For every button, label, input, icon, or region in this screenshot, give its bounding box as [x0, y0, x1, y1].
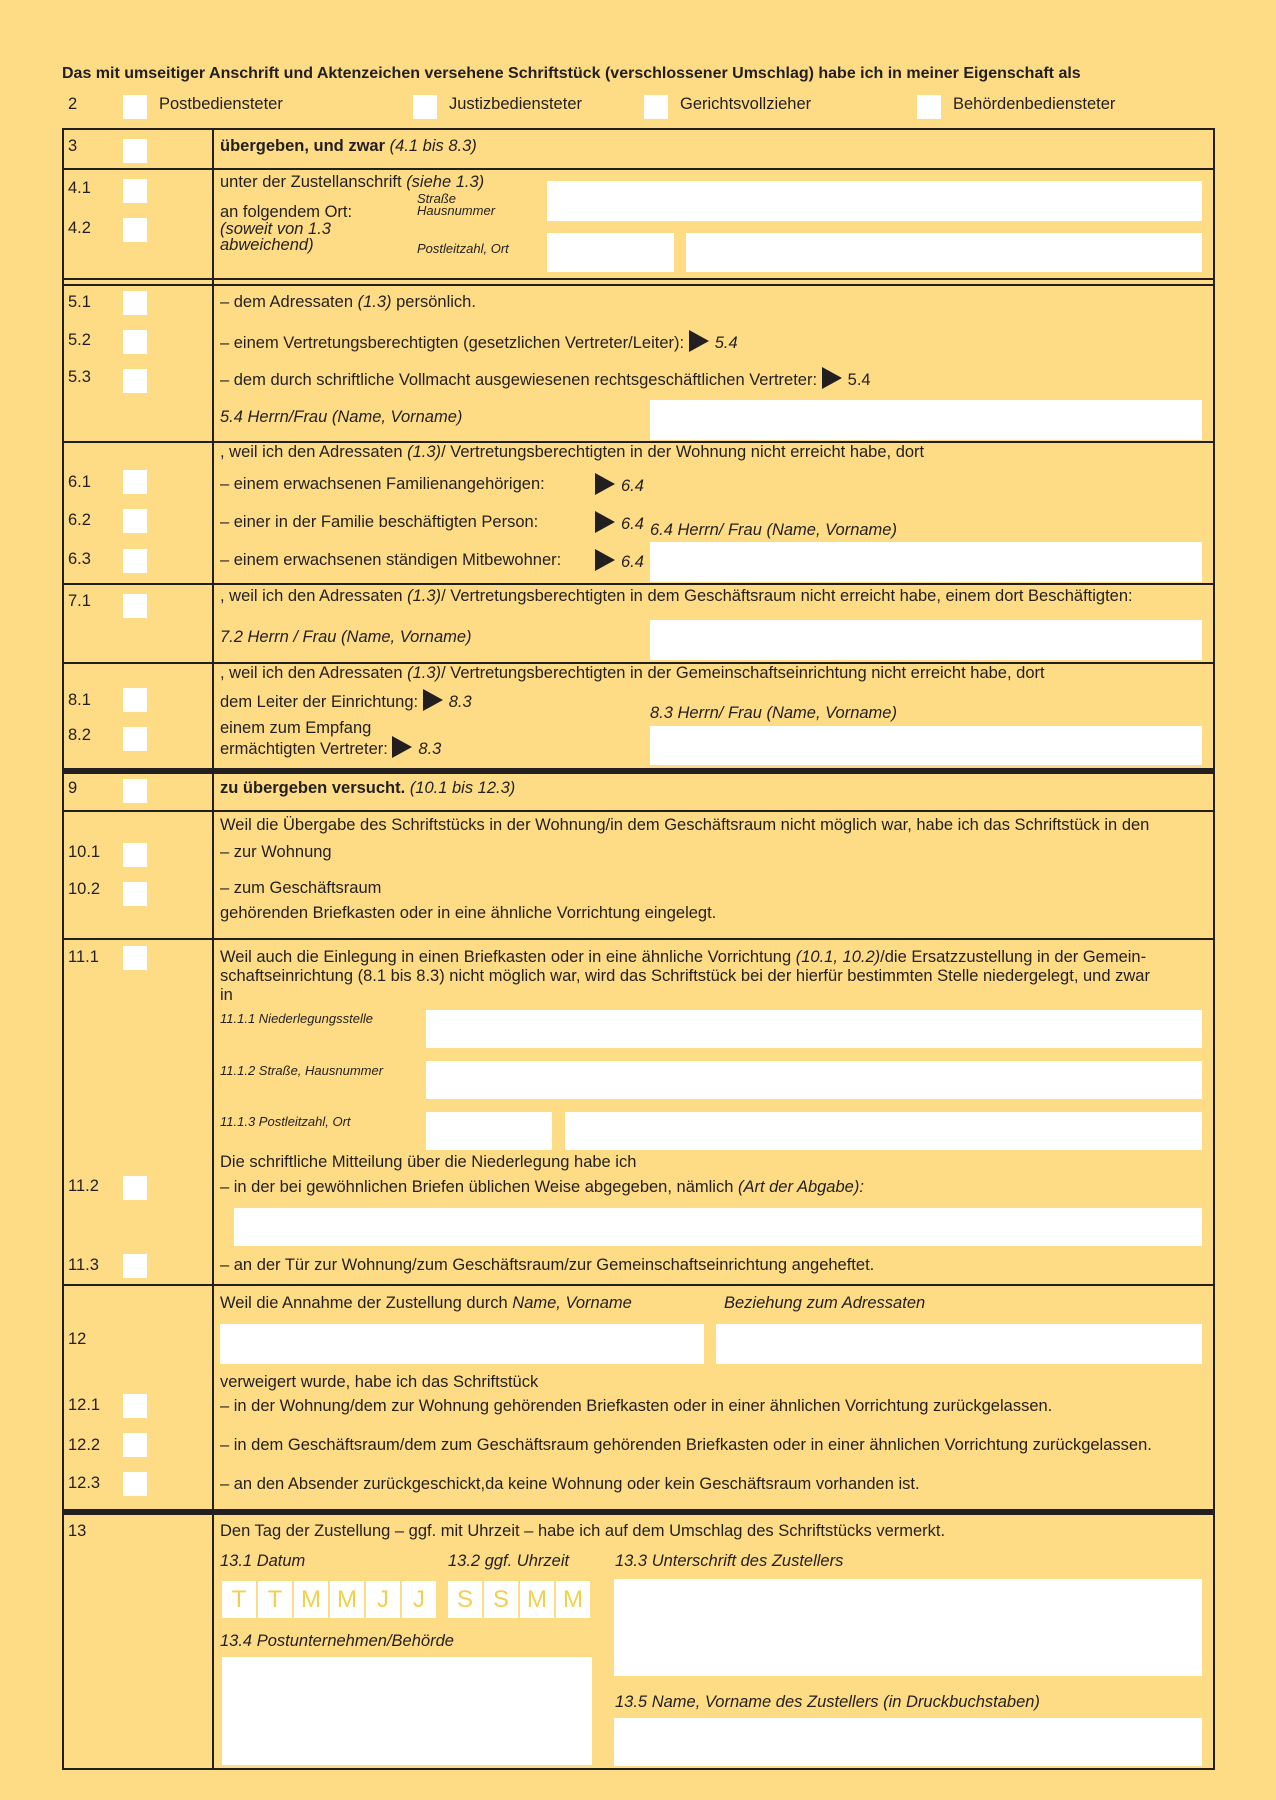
date-digit-month-1[interactable]: M	[294, 1581, 328, 1618]
row-11-3-label: – an der Tür zur Wohnung/zum Geschäftsraum/zur Gemeinschaftseinrichtung angeheftet.	[220, 1256, 875, 1274]
checkbox-3[interactable]	[123, 139, 147, 163]
row-6-3-ref: 6.4	[621, 553, 644, 571]
row-6-3-label: – einem erwachsenen ständigen Mitbewohner:	[220, 551, 562, 569]
frame-column-divider	[212, 128, 214, 1770]
time-digit-hour-2[interactable]: S	[484, 1581, 518, 1618]
row-4-1-label: unter der Zustellanschrift	[220, 173, 402, 191]
checkbox-8-1[interactable]	[123, 688, 147, 712]
row-4-2-label: an folgendem Ort:	[220, 203, 353, 221]
row-7-2-label: 7.2 Herrn / Frau (Name, Vorname)	[220, 628, 472, 646]
checkbox-postbediensteter[interactable]	[123, 95, 147, 119]
row-11-3-number: 11.3	[68, 1256, 99, 1274]
date-digit-month-2[interactable]: M	[330, 1581, 364, 1618]
row-5-2-number: 5.2	[68, 331, 91, 349]
delivery-method-input[interactable]	[234, 1208, 1202, 1246]
postcode-city-label: Postleitzahl, Ort	[417, 241, 509, 256]
representative-name-input[interactable]	[650, 400, 1202, 440]
checkbox-6-1[interactable]	[123, 470, 147, 494]
row-8-1-number: 8.1	[68, 691, 91, 709]
postal-company-input[interactable]	[222, 1657, 592, 1765]
row-4-1-number: 4.1	[68, 179, 91, 197]
row-10-2-label: – zum Geschäftsraum	[220, 879, 382, 897]
row-6-1-ref: 6.4	[621, 477, 644, 495]
frame-left-border	[62, 128, 64, 1770]
row-7-intro-ref: (1.3)	[407, 587, 442, 605]
row-10-1-label: – zur Wohnung	[220, 843, 332, 861]
row-5-1-label: – dem Adressaten	[220, 293, 353, 311]
relationship-label: Beziehung zum Adressaten	[724, 1294, 926, 1312]
divider-bottom	[62, 1768, 1215, 1770]
row-6-2-ref: 6.4	[621, 515, 644, 533]
row-10-1-number: 10.1	[68, 843, 101, 861]
row-4-2-number: 4.2	[68, 219, 91, 237]
deposit-location-label: 11.1.1 Niederlegungsstelle	[220, 1011, 373, 1026]
row-8-1-label: dem Leiter der Einrichtung:	[220, 693, 419, 711]
checkbox-justizbediensteter[interactable]	[413, 95, 437, 119]
row-5-1-number: 5.1	[68, 293, 91, 311]
row-5-3-number: 5.3	[68, 368, 91, 386]
divider-4a	[62, 278, 1215, 280]
row-11-1-ref: (10.1, 10.2)	[795, 948, 881, 966]
row-4-2-note-1: (soweit von 1.3	[220, 220, 331, 238]
divider-12-thick	[62, 1509, 1215, 1515]
row-12-2-number: 12.2	[68, 1436, 101, 1454]
checkbox-6-2[interactable]	[123, 509, 147, 533]
checkbox-6-3[interactable]	[123, 549, 147, 573]
row-6-intro: , weil ich den Adressaten	[220, 443, 403, 461]
checkbox-9[interactable]	[123, 779, 147, 803]
row-4-2-note-2: abweichend)	[220, 236, 314, 254]
row-5-2-label: – einem Vertretungsberechtigten (gesetzlichen Vertreter/Leiter):	[220, 334, 685, 352]
row-12-2-label: – in dem Geschäftsraum/dem zum Geschäftsraum gehörenden Briefkasten oder in einer ähnlichen Vorrichtung zurückgelassen.	[220, 1436, 1152, 1454]
row-8-2-label-2: ermächtigten Vertreter:	[220, 740, 388, 758]
label-postbediensteter: Postbediensteter	[159, 95, 283, 113]
label-gerichtsvollzieher: Gerichtsvollzieher	[680, 95, 812, 113]
row-12-1-label: – in der Wohnung/dem zur Wohnung gehörenden Briefkasten oder in einer ähnlichen Vorrichtung zurückgelassen.	[220, 1397, 1053, 1415]
row-6-4-label: 6.4 Herrn/ Frau (Name, Vorname)	[650, 521, 897, 539]
row-11-1-text-1: Weil auch die Einlegung in einen Briefkasten oder in eine ähnliche Vorrichtung	[220, 948, 792, 966]
divider-8-thick	[62, 768, 1215, 774]
label-justizbediensteter: Justizbediensteter	[449, 95, 582, 113]
arrow-icon	[595, 473, 615, 495]
city-input[interactable]	[686, 233, 1202, 272]
row-8-intro-end: / Vertretungsberechtigten in der Gemeinschaftseinrichtung nicht erreicht habe, dort	[441, 664, 1045, 682]
row-6-2-number: 6.2	[68, 511, 91, 529]
checkbox-11-1[interactable]	[123, 946, 147, 970]
row-12-3-number: 12.3	[68, 1474, 101, 1492]
arrow-icon	[822, 367, 842, 389]
facility-recipient-name-input[interactable]	[650, 726, 1202, 765]
row-2-number: 2	[68, 95, 78, 113]
checkbox-10-1[interactable]	[123, 843, 147, 867]
row-11-2-number: 11.2	[68, 1177, 99, 1195]
employee-name-input[interactable]	[650, 620, 1202, 660]
form-header: Das mit umseitiger Anschrift und Aktenzeichen versehene Schriftstück (verschlossener Umschlag) habe ich in meiner Eigenschaft als	[62, 65, 1081, 82]
date-digit-day-2[interactable]: T	[258, 1581, 292, 1618]
row-8-2-number: 8.2	[68, 726, 91, 744]
deposit-location-input[interactable]	[426, 1010, 1202, 1048]
row-11-notice: Die schriftliche Mitteilung über die Niederlegung habe ich	[220, 1153, 637, 1171]
row-4-1-ref: (siehe 1.3)	[406, 173, 485, 191]
row-6-1-number: 6.1	[68, 473, 91, 491]
courier-name-label: 13.5 Name, Vorname des Zustellers (in Druckbuchstaben)	[615, 1693, 1040, 1711]
date-digit-day-1[interactable]: T	[222, 1581, 256, 1618]
row-13-intro: Den Tag der Zustellung – ggf. mit Uhrzeit – habe ich auf dem Umschlag des Schriftstücks vermerkt.	[220, 1522, 946, 1540]
row-9-label: zu übergeben versucht.	[220, 779, 406, 797]
row-5-1-label-end: persönlich.	[396, 293, 476, 311]
checkbox-8-2[interactable]	[123, 727, 147, 751]
checkbox-gerichtsvollzieher[interactable]	[644, 95, 668, 119]
divider-6	[62, 583, 1215, 585]
checkbox-11-3[interactable]	[123, 1254, 147, 1278]
row-8-2-label-1: einem zum Empfang	[220, 719, 372, 737]
row-5-4-label: 5.4 Herrn/Frau (Name, Vorname)	[220, 408, 463, 426]
row-11-2-label: – in der bei gewöhnlichen Briefen üblichen Weise abgegeben, nämlich	[220, 1178, 734, 1196]
date-digit-year-1[interactable]: J	[366, 1581, 400, 1618]
row-12-intro-ref: Name, Vorname	[512, 1294, 632, 1312]
row-8-1-ref: 8.3	[448, 693, 472, 711]
row-6-3-number: 6.3	[68, 550, 91, 568]
postcode-input[interactable]	[547, 233, 674, 272]
checkbox-12-3[interactable]	[123, 1472, 147, 1496]
relationship-input[interactable]	[716, 1324, 1202, 1364]
row-12-number: 12	[68, 1330, 87, 1348]
arrow-icon	[595, 511, 615, 533]
deposit-street-label: 11.1.2 Straße, Hausnummer	[220, 1063, 384, 1078]
checkbox-4-2[interactable]	[123, 218, 147, 242]
checkbox-10-2[interactable]	[123, 882, 147, 906]
row-10-2-number: 10.2	[68, 880, 101, 898]
checkbox-behoerdenbediensteter[interactable]	[917, 95, 941, 119]
row-6-2-label: – einer in der Familie beschäftigten Person:	[220, 513, 539, 531]
checkbox-7-1[interactable]	[123, 594, 147, 618]
deposit-postcode-input[interactable]	[426, 1112, 552, 1150]
frame-right-border	[1213, 128, 1215, 1770]
postal-company-label: 13.4 Postunternehmen/Behörde	[220, 1632, 454, 1650]
street-label-2: Hausnummer	[417, 203, 496, 218]
row-6-1-label: – einem erwachsenen Familienangehörigen:	[220, 475, 545, 493]
row-8-intro: , weil ich den Adressaten	[220, 664, 403, 682]
signature-label: 13.3 Unterschrift des Zustellers	[615, 1552, 844, 1570]
signature-input[interactable]	[614, 1579, 1202, 1676]
row-3-number: 3	[68, 137, 78, 155]
checkbox-4-1[interactable]	[123, 179, 147, 203]
divider-9	[62, 810, 1215, 812]
row-6-intro-ref: (1.3)	[407, 443, 442, 461]
row-12-intro: Weil die Annahme der Zustellung durch	[220, 1294, 508, 1312]
arrow-icon	[392, 736, 412, 758]
checkbox-12-1[interactable]	[123, 1394, 147, 1418]
arrow-icon	[423, 689, 443, 711]
row-7-intro: , weil ich den Adressaten	[220, 587, 403, 605]
row-11-1-text-1-end: /die Ersatzzustellung in der Gemein-	[880, 948, 1147, 966]
deposit-postcode-city-label: 11.1.3 Postleitzahl, Ort	[220, 1114, 351, 1129]
row-7-intro-end: / Vertretungsberechtigten in dem Geschäftsraum nicht erreicht habe, einem dort Beschäftigten:	[441, 587, 1133, 605]
checkbox-5-2[interactable]	[123, 330, 147, 354]
date-label: 13.1 Datum	[220, 1552, 306, 1570]
row-5-2-ref: 5.4	[714, 334, 738, 352]
divider-10	[62, 938, 1215, 940]
row-11-1-number: 11.1	[68, 948, 99, 966]
arrow-icon	[689, 330, 709, 352]
divider-11	[62, 1284, 1215, 1286]
time-digit-minute-2[interactable]: M	[556, 1581, 590, 1618]
divider-3	[62, 168, 1215, 170]
row-5-3-label: – dem durch schriftliche Vollmacht ausgewiesenen rechtsgeschäftlichen Vertreter:	[220, 371, 818, 389]
checkbox-11-2[interactable]	[123, 1176, 147, 1200]
refusing-person-name-input[interactable]	[220, 1324, 704, 1364]
label-behoerdenbediensteter: Behördenbediensteter	[953, 95, 1116, 113]
row-8-intro-ref: (1.3)	[407, 664, 442, 682]
row-8-3-label: 8.3 Herrn/ Frau (Name, Vorname)	[650, 704, 897, 722]
row-10-end: gehörenden Briefkasten oder in eine ähnliche Vorrichtung eingelegt.	[220, 904, 717, 922]
row-8-2-ref: 8.3	[418, 740, 442, 758]
row-7-1-number: 7.1	[68, 592, 91, 610]
deposit-street-input[interactable]	[426, 1061, 1202, 1099]
time-digit-minute-1[interactable]: M	[520, 1581, 554, 1618]
row-9-number: 9	[68, 779, 78, 797]
row-11-1-text-3: in	[220, 986, 233, 1004]
row-13-number: 13	[68, 1522, 87, 1540]
deposit-city-input[interactable]	[565, 1112, 1202, 1150]
row-3-label: übergeben, und zwar	[220, 137, 386, 155]
row-11-2-ref: (Art der Abgabe):	[737, 1178, 864, 1196]
row-9-ref: (10.1 bis 12.3)	[409, 779, 516, 797]
row-12-refused: verweigert wurde, habe ich das Schriftstück	[220, 1373, 539, 1391]
time-label: 13.2 ggf. Uhrzeit	[448, 1552, 570, 1570]
checkbox-5-3[interactable]	[123, 369, 147, 393]
date-digit-year-2[interactable]: J	[402, 1581, 436, 1618]
divider-top	[62, 128, 1215, 130]
street-input[interactable]	[547, 181, 1202, 221]
checkbox-5-1[interactable]	[123, 291, 147, 315]
row-5-3-ref: 5.4	[847, 371, 871, 389]
divider-4b	[62, 284, 1215, 286]
row-11-1-text-2: schaftseinrichtung (8.1 bis 8.3) nicht möglich war, wird das Schriftstück bei der hierfür bestimmten Stelle niedergelegt, und zwar	[220, 967, 1150, 985]
row-3-ref: (4.1 bis 8.3)	[389, 137, 477, 155]
arrow-icon	[595, 549, 615, 571]
row-12-3-label: – an den Absender zurückgeschickt,da keine Wohnung oder kein Geschäftsraum vorhanden ist.	[220, 1475, 920, 1493]
checkbox-12-2[interactable]	[123, 1433, 147, 1457]
row-12-1-number: 12.1	[68, 1396, 101, 1414]
row-10-intro: Weil die Übergabe des Schriftstücks in der Wohnung/in dem Geschäftsraum nicht möglich war, habe ich das Schriftstück in den	[220, 816, 1150, 834]
time-digit-hour-1[interactable]: S	[448, 1581, 482, 1618]
street-label-1: Straße	[417, 191, 457, 206]
household-member-name-input[interactable]	[650, 542, 1202, 582]
row-5-1-ref: (1.3)	[357, 293, 392, 311]
courier-name-input[interactable]	[614, 1718, 1202, 1766]
row-6-intro-end: / Vertretungsberechtigten in der Wohnung nicht erreicht habe, dort	[441, 443, 925, 461]
